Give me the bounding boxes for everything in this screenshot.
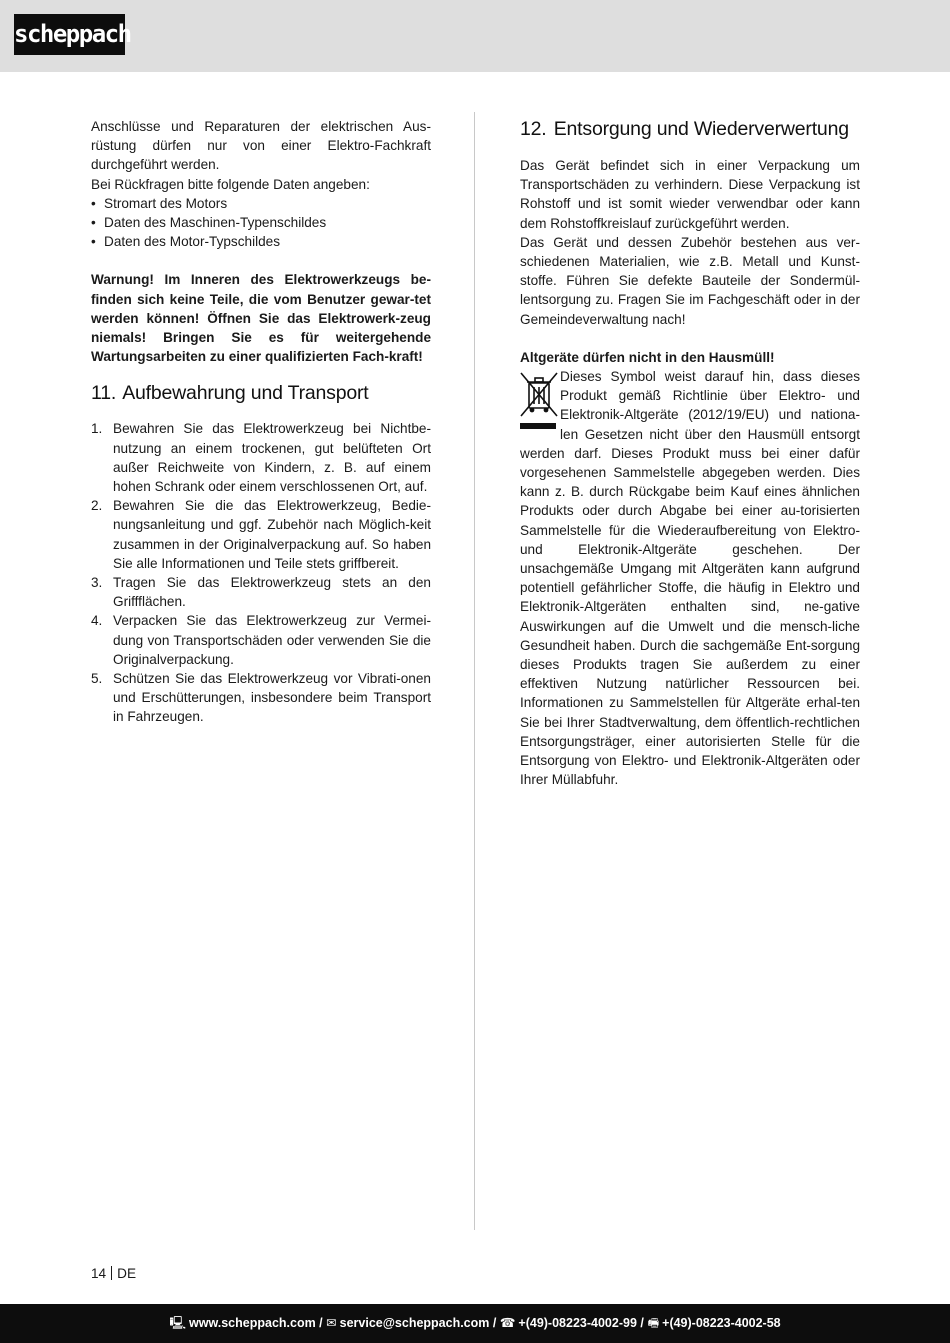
left-column xyxy=(91,117,431,727)
section-number: 12. xyxy=(520,118,547,140)
step-number: 4. xyxy=(91,613,103,629)
list-item xyxy=(91,419,431,496)
disposal-warning-heading: Altgeräte dürfen nicht in den Hausmüll! xyxy=(520,349,775,365)
list-item xyxy=(91,496,431,573)
computer-icon: 🖳 xyxy=(169,1316,187,1330)
step-text: Bewahren Sie die das Elektrowerkzeug, Bedie-nungsanleitung und ggf. Zubehör nach Möglich-keit zusammen in der Originalverpackung auf. So haben Sie alle Informationen und Teile stets griffbereit. xyxy=(113,498,431,571)
scheppach-logo: scheppach xyxy=(14,14,125,55)
footer-fax: +(49)-08223-4002-58 xyxy=(662,1316,781,1330)
right-column xyxy=(520,117,860,790)
footer-website: www.scheppach.com / xyxy=(189,1316,323,1330)
section-11-heading xyxy=(91,381,431,405)
crossed-out-wheelie-bin-icon xyxy=(520,370,558,432)
step-text: Verpacken Sie das Elektrowerkzeug zur Vermei-dung von Transportschäden oder verwenden Sie die Originalverpackung. xyxy=(113,613,431,667)
column-divider xyxy=(474,112,475,1230)
page-number-separator xyxy=(111,1266,112,1280)
section-title: Aufbewahrung und Transport xyxy=(122,382,369,405)
page-language: DE xyxy=(117,1266,137,1281)
footer-phone: +(49)-08223-4002-99 / xyxy=(518,1316,644,1330)
phone-icon: ☎ xyxy=(499,1316,516,1330)
intro-request-line: Bei Rückfragen bitte folgende Daten angeben: xyxy=(91,176,370,192)
list-item xyxy=(91,611,431,669)
step-number: 1. xyxy=(91,421,103,437)
list-item: • Stromart des Motors xyxy=(91,194,431,213)
step-number: 2. xyxy=(91,498,103,514)
step-number: 5. xyxy=(91,671,103,687)
section-title: Entsorgung und Wiederverwertung xyxy=(553,118,849,140)
step-text: Tragen Sie das Elektrowerkzeug stets an den Griffflächen. xyxy=(113,575,431,610)
list-item: • Daten des Motor-Typschildes xyxy=(91,232,431,251)
step-text: Schützen Sie das Elektrowerkzeug vor Vibrati-onen und Erschütterungen, insbesondere beim Transport in Fahrzeugen. xyxy=(113,671,431,725)
data-bullet-list xyxy=(91,194,431,252)
list-item xyxy=(91,573,431,611)
list-item: • Daten des Maschinen-Typenschildes xyxy=(91,213,431,232)
fax-icon: 🖷 xyxy=(647,1316,660,1330)
section-12-heading xyxy=(520,117,860,141)
weee-block xyxy=(520,367,860,789)
packaging-paragraph: Das Gerät befindet sich in einer Verpackung um Transportschäden zu verhindern. Diese Verpackung ist Rohstoff und ist somit wieder verwendbar oder kann dem Rohstoffkreislauf zurückgeführt werden. xyxy=(520,158,860,231)
contact-footer xyxy=(0,1304,950,1343)
list-item xyxy=(91,669,431,727)
materials-paragraph: Das Gerät und dessen Zubehör bestehen aus ver-schiedenen Materialien, wie z.B. Metall und Kunst-stoffe. Führen Sie defekte Bauteile der Sondermül-lentsorgung zu. Fragen Sie im Fachgeschäft oder in der Gemeindeverwaltung nach! xyxy=(520,234,860,327)
section-number: 11. xyxy=(91,382,117,405)
weee-paragraph: Dieses Symbol weist darauf hin, dass dieses Produkt gemäß Richtlinie über Elektro- und Elektronik-Altgeräte (2012/19/EU) und nationa-len Gesetzen nicht über den Hausmüll entsorgt werden darf. Dieses Produkt muss bei einer dafür vorgesehenen Sammelstelle abgegeben werden. Dies kann z. B. durch Rückgabe beim Kauf eines ähnlichen Produkts oder durch Abgabe bei einer au-torisierten Sammelstelle für die Wiederaufbereitung von Elektro- und Elektronik-Altgeräte geschehen. Der unsachgemäße Umgang mit Altgeräten kann aufgrund potentiell gefährlicher Stoffe, die häufig in Elektro und Elektronik-Altgeräten enthalten sind, ne-gative Auswirkungen auf die Umwelt und die mensch-liche Gesundheit haben. Durch die sachgemäße Ent-sorgung dieses Produkts tragen Sie außerdem zu einer effektiven Nutzung natürlicher Ressourcen bei. Informationen zu Sammelstellen für Altgeräte erhal-ten Sie bei Ihrer Stadtverwaltung, dem öffentlich-rechtlichen Entsorgungsträger, einer autorisierten Stelle für die Entsorgung von Elektro- und Elektronik-Altgeräten oder Ihrer Müllabfuhr. xyxy=(520,369,860,788)
intro-paragraph: Anschlüsse und Reparaturen der elektrischen Aus-rüstung dürfen nur von einer Elektro-Fachkraft durchgeführt werden. xyxy=(91,119,431,173)
maintenance-warning: Warnung! Im Inneren des Elektrowerkzeugs be-finden sich keine Teile, die vom Benutzer gewar-tet werden können! Öffnen Sie das Elektrowerk-zeug niemals! Bringen Sie es für weitergehende Wartungsarbeiten zu einer qualifizierten Fach-kraft! xyxy=(91,272,431,365)
page-number-value: 14 xyxy=(91,1266,107,1281)
mail-icon: ✉ xyxy=(326,1316,337,1330)
footer-email: service@scheppach.com / xyxy=(339,1316,497,1330)
page-number xyxy=(91,1264,136,1283)
storage-steps-list xyxy=(91,419,431,726)
step-text: Bewahren Sie das Elektrowerkzeug bei Nichtbe-nutzung an einem trockenen, gut belüfteten Ort außer Reichweite von Kindern, z. B. auf einem hohen Schrank oder einem verschlossenen Ort, auf. xyxy=(113,421,431,495)
header-band xyxy=(0,0,950,72)
step-number: 3. xyxy=(91,575,103,591)
